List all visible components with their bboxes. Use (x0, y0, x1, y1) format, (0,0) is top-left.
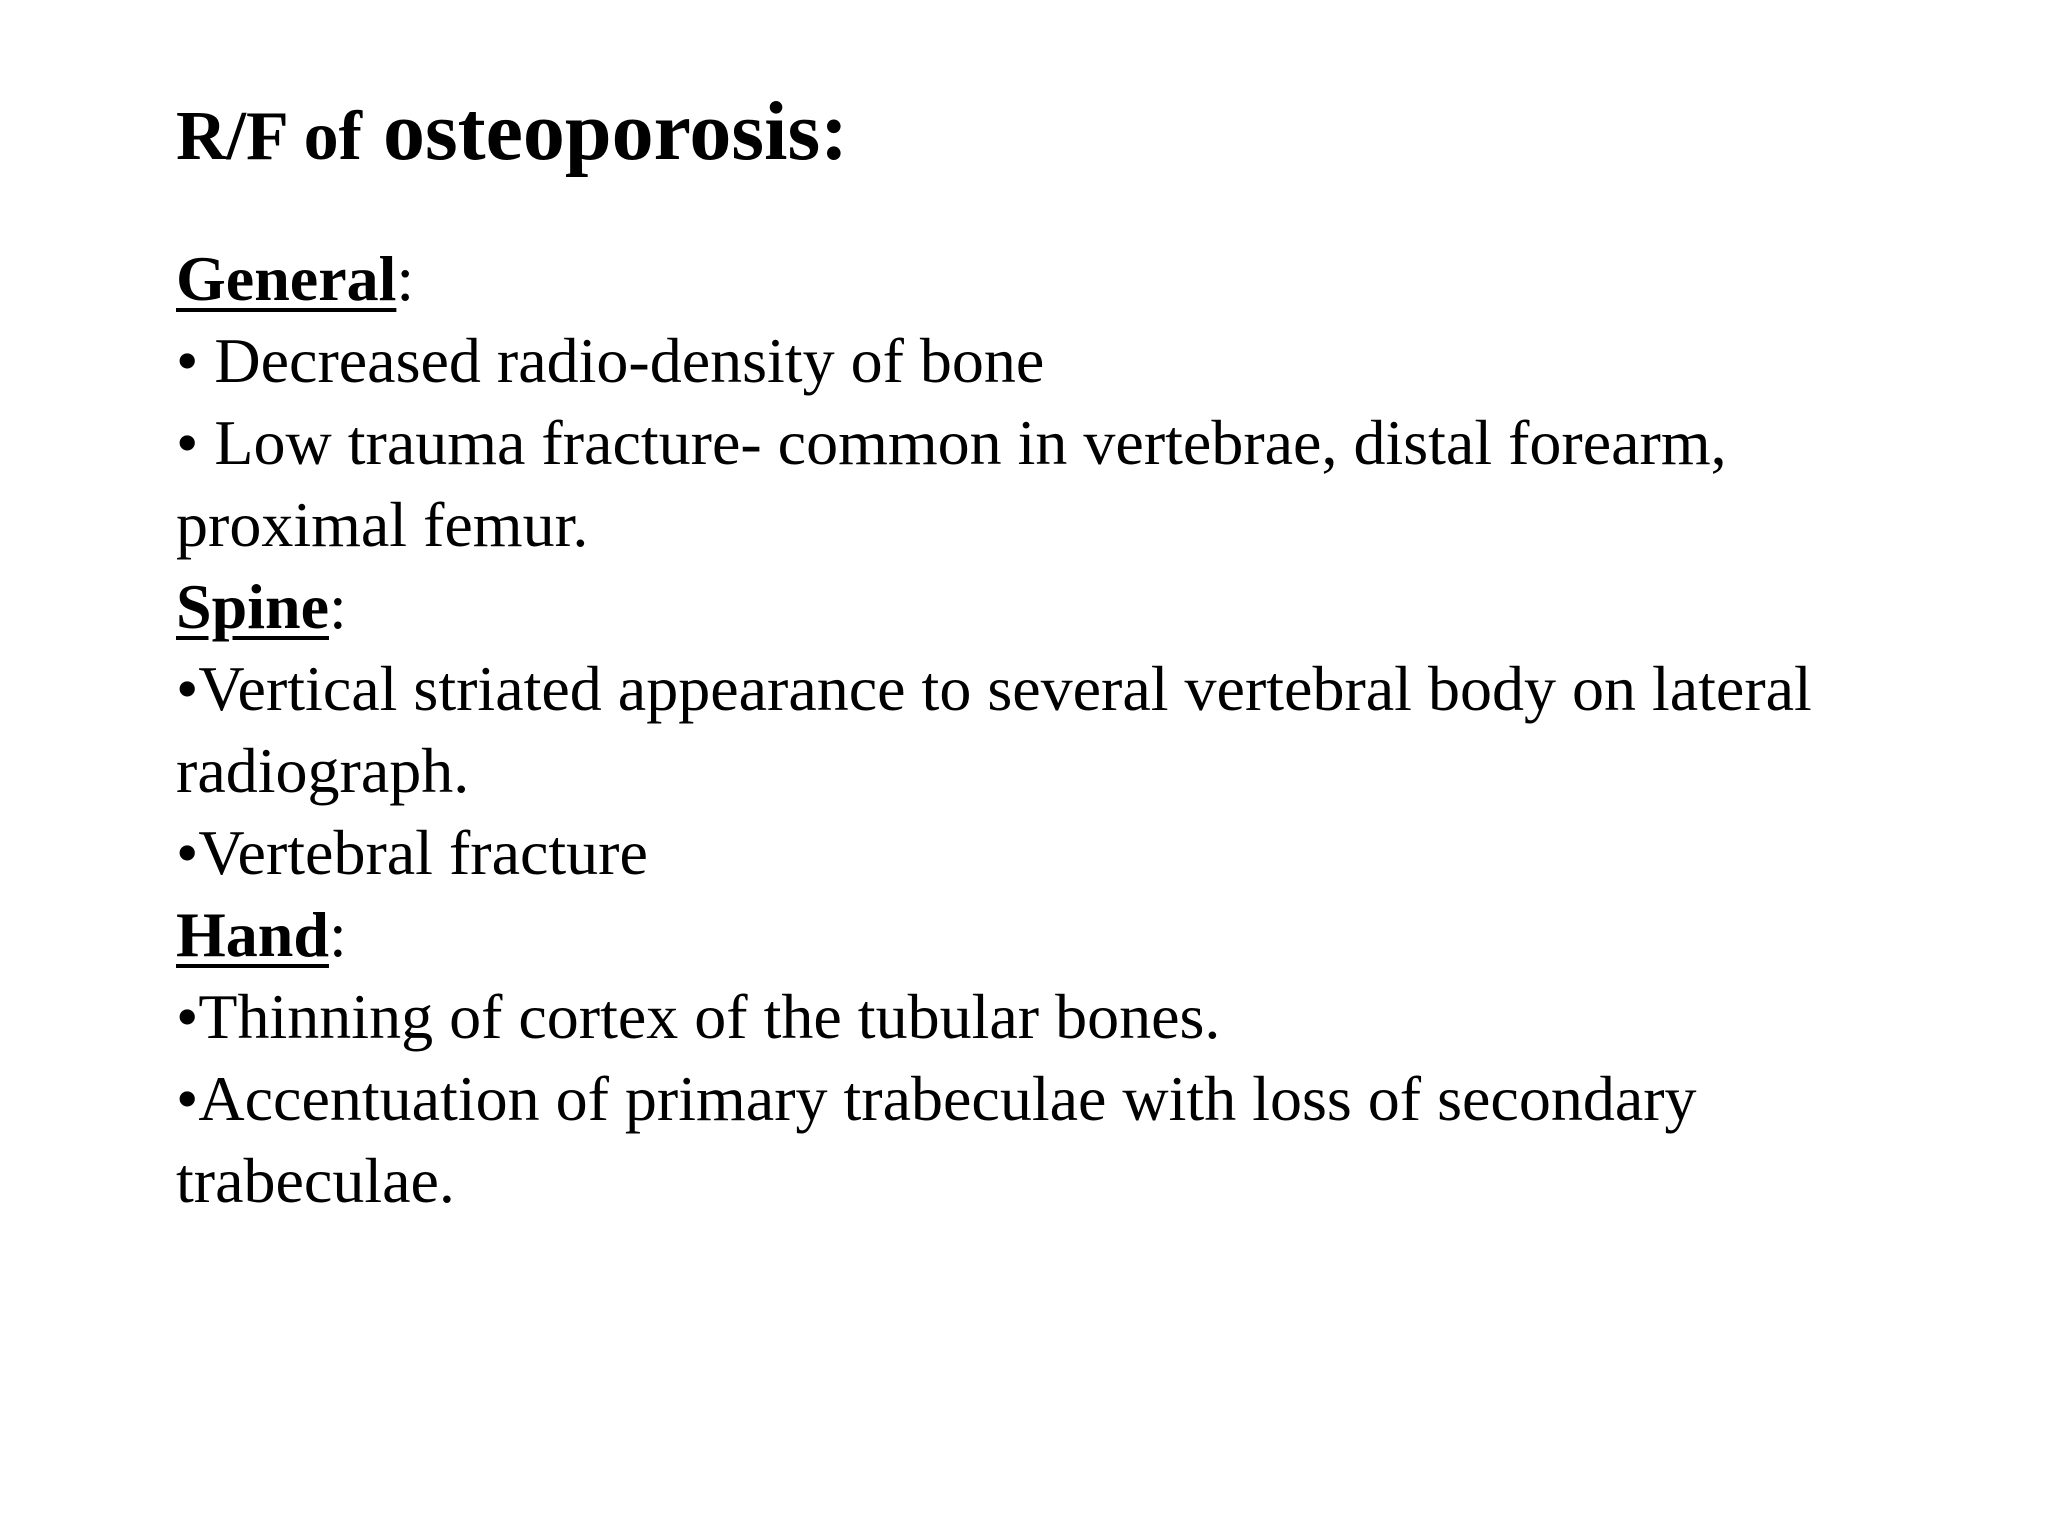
bullet-line: • Low trauma fracture- common in vertebrae, distal forearm, (176, 407, 1727, 478)
bullet-line: •Thinning of cortex of the tubular bones. (176, 981, 1221, 1052)
slide-body (176, 238, 1976, 1222)
bullet-line: •Accentuation of primary trabeculae with loss of secondary (176, 1063, 1697, 1134)
bullet-line: trabeculae. (176, 1145, 455, 1216)
bullet-line: •Vertical striated appearance to several vertebral body on lateral (176, 653, 1812, 724)
slide-title (176, 82, 848, 183)
title-subject: osteoporosis: (382, 85, 849, 178)
bullet-line: • Decreased radio-density of bone (176, 325, 1045, 396)
section-heading-colon: : (396, 243, 415, 314)
bullet-line: radiograph. (176, 735, 470, 806)
bullet-line: proximal femur. (176, 489, 589, 560)
section-heading-general (176, 238, 1976, 320)
section-heading-hand (176, 894, 1976, 976)
section-heading-label: Spine (176, 571, 329, 642)
section-heading-spine (176, 566, 1976, 648)
section-heading-colon: : (328, 899, 347, 970)
bullet-line: •Vertebral fracture (176, 817, 648, 888)
title-prefix: R/F of (176, 98, 362, 175)
section-heading-colon: : (328, 571, 347, 642)
section-heading-label: Hand (176, 899, 329, 970)
section-heading-label: General (176, 243, 397, 314)
